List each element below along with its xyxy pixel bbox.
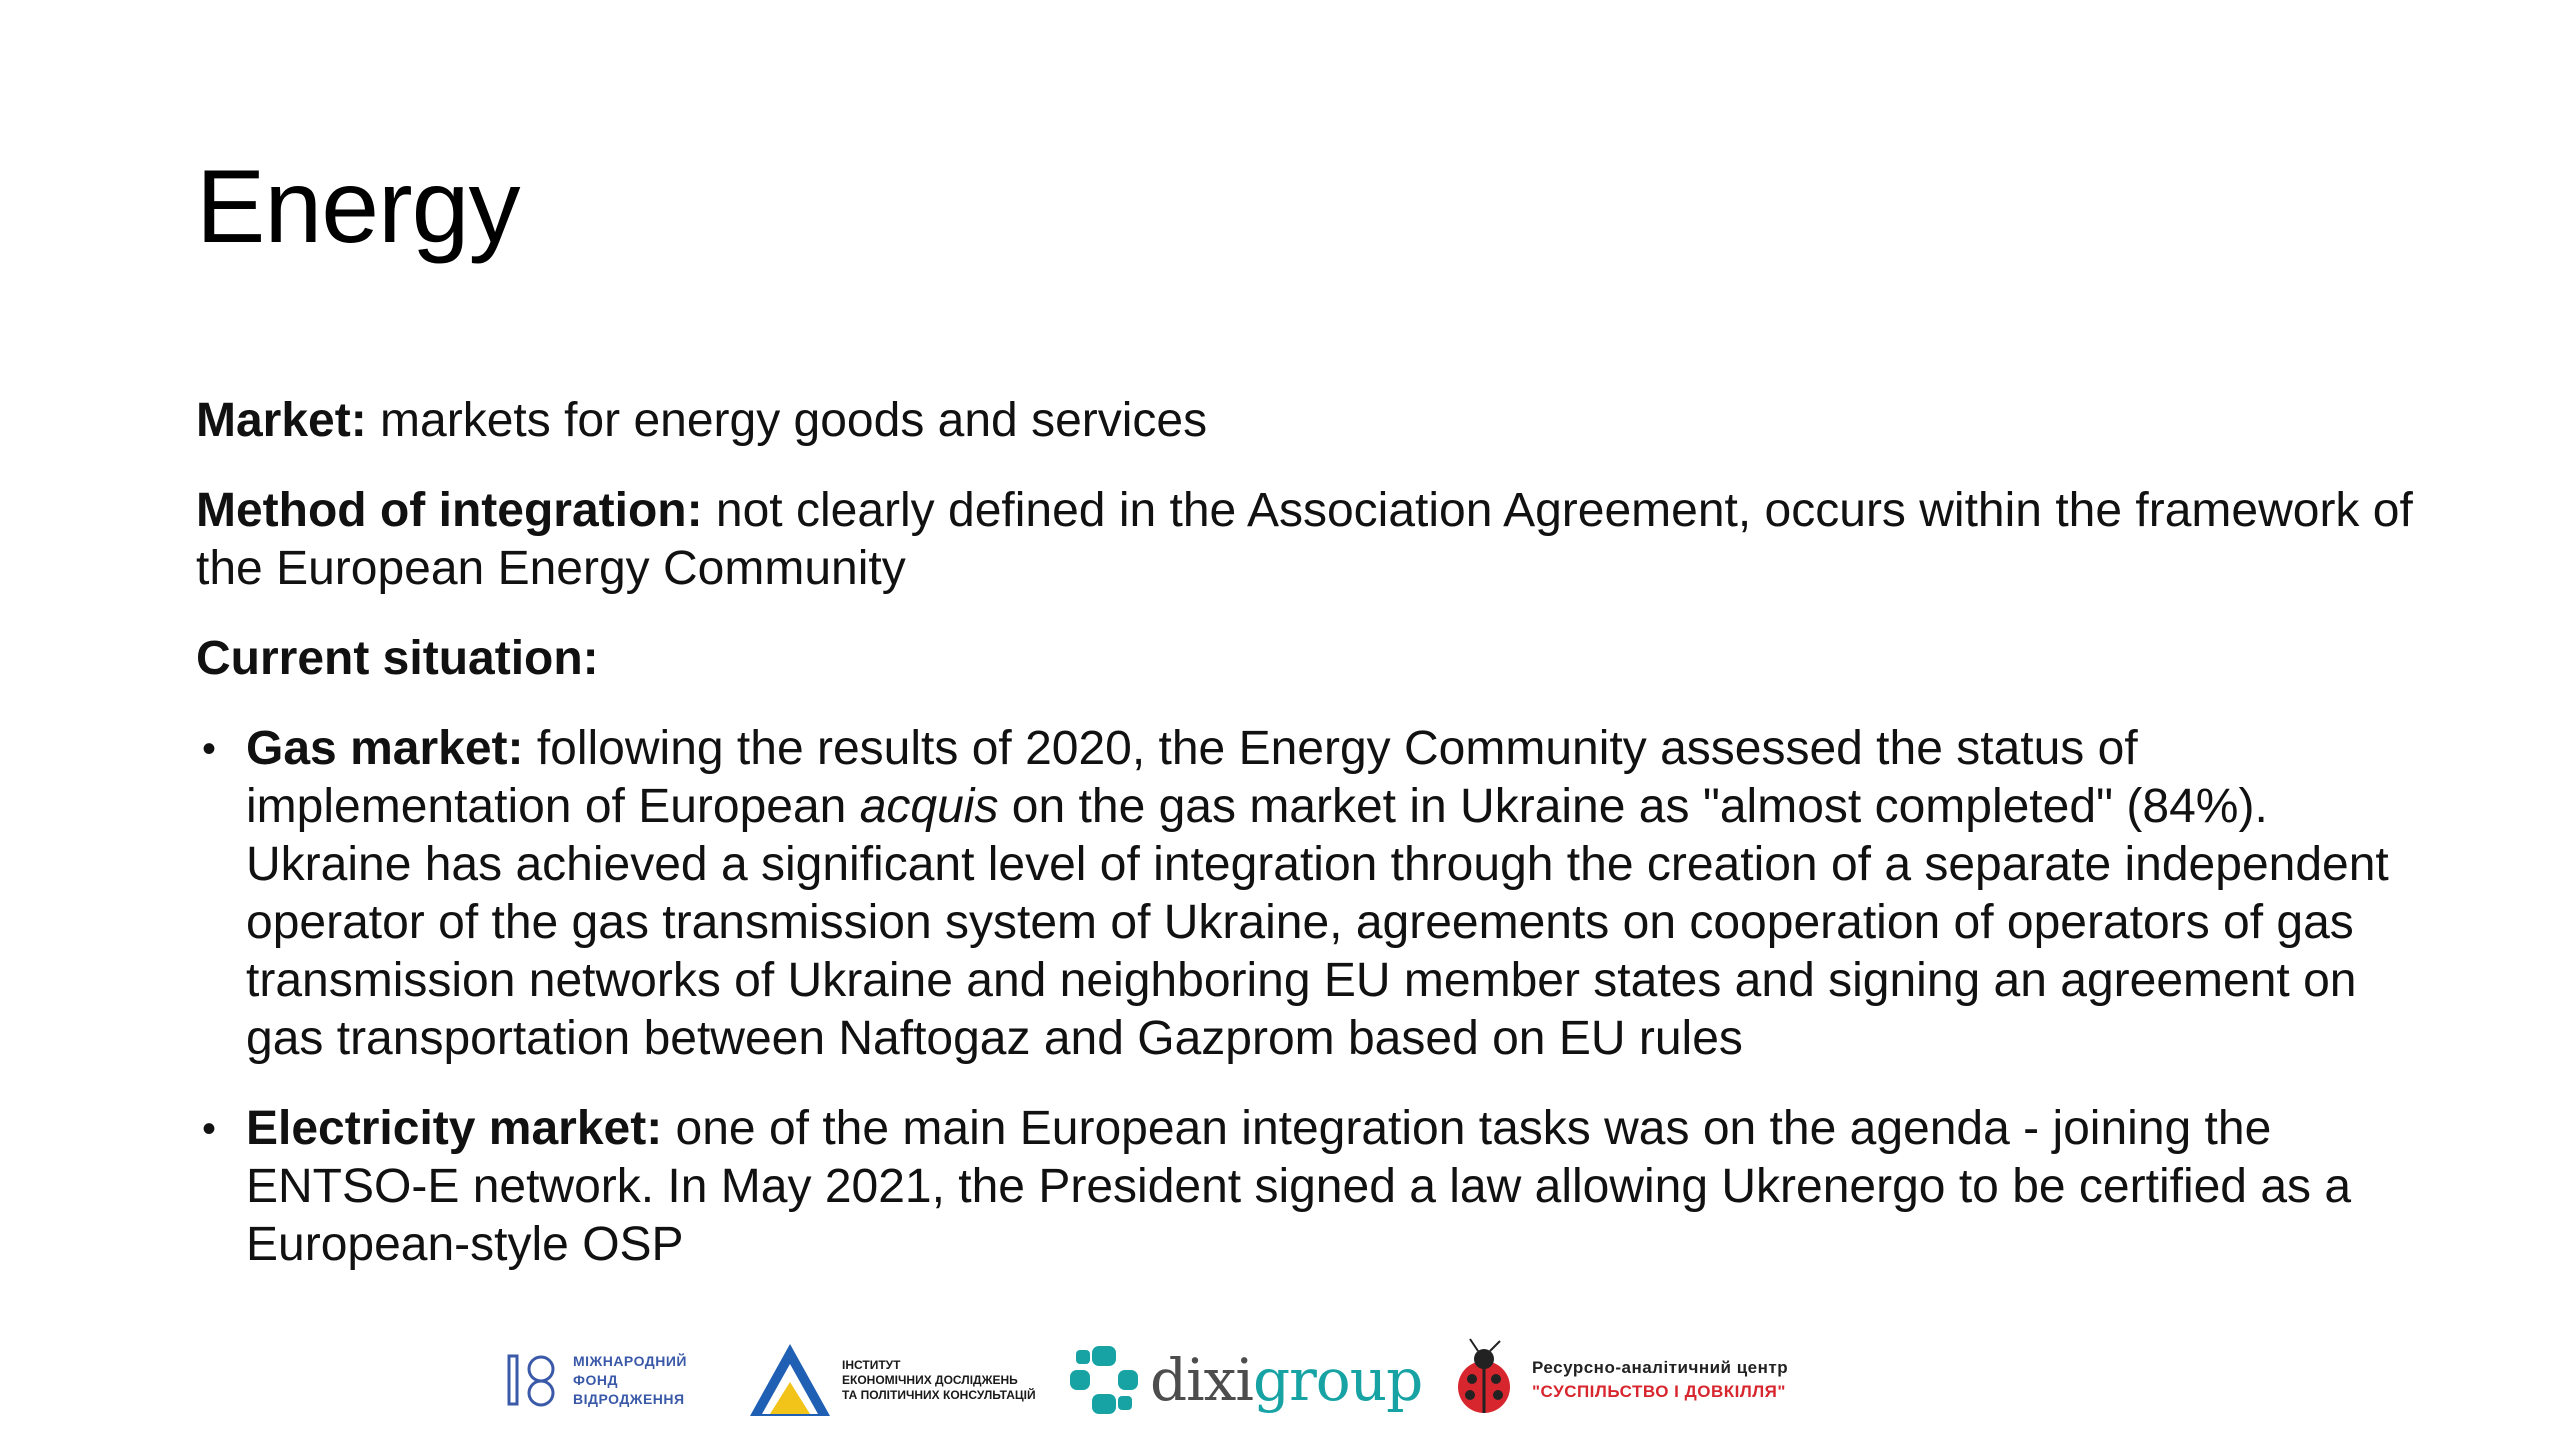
ier-logo (748, 1330, 1036, 1430)
dixi-mark-icon (1068, 1344, 1140, 1416)
ier-triangle-icon (748, 1342, 832, 1418)
market-label: Market: (196, 394, 367, 447)
current-label: Current situation: (196, 632, 599, 685)
partner-logos (0, 1330, 2560, 1430)
irf-line-3: ВІДРОДЖЕННЯ (573, 1390, 685, 1407)
dixigroup-logo (1068, 1330, 1422, 1430)
bullet-dot-icon: • (202, 727, 217, 771)
irf-line-2: ФОНД (573, 1371, 618, 1388)
dixi-part-1: dixi (1150, 1346, 1253, 1414)
list-item-electricity-market (196, 1100, 2436, 1274)
bullet-dot-icon: • (202, 1107, 217, 1151)
method-paragraph (196, 482, 2436, 598)
ier-line-1: ІНСТИТУТ (842, 1357, 901, 1372)
slide-title: Energy (196, 149, 520, 265)
ier-line-3: ТА ПОЛІТИЧНИХ КОНСУЛЬТАЦІЙ (842, 1387, 1036, 1402)
slide-body (196, 392, 2436, 1306)
gas-market-text-1: following the results of 2020, the Energy Community assessed the status of implementation of European (246, 722, 2138, 833)
ier-line-2: ЕКОНОМІЧНИХ ДОСЛІДЖЕНЬ (842, 1372, 1018, 1387)
method-label: Method of integration: (196, 484, 703, 537)
ier-text (842, 1358, 1036, 1403)
irf-logo (505, 1330, 687, 1430)
rac-line-2: "СУСПІЛЬСТВО І ДОВКІЛЛЯ" (1532, 1382, 1786, 1401)
rac-logo (1448, 1330, 1788, 1430)
electricity-market-text: one of the main European integration tasks was on the agenda - joining the ENTSO-E network. In May 2021, the President signed a law allowing Ukrenergo to be certified as a European-style OSP (246, 1102, 2352, 1271)
situation-list (196, 720, 2436, 1274)
rac-text (1532, 1356, 1788, 1404)
gas-market-italic: acquis (859, 780, 999, 833)
gas-market-text-2: on the gas market in Ukraine as "almost completed" (84%). Ukraine has achieved a significant level of integration through the creation of a separate independent operator of the gas transmission system of Ukraine, agreements on cooperation of operators of gas transmission networks of Ukraine and neighboring EU member states and signing an agreement on gas transportation between Naftogaz and Gazprom based on EU rules (246, 780, 2389, 1065)
gas-market-label: Gas market: (246, 722, 524, 775)
dixi-part-2: group (1252, 1346, 1423, 1414)
ladybug-icon (1448, 1337, 1522, 1423)
dixi-wordmark (1150, 1346, 1422, 1414)
irf-line-1: МІЖНАРОДНИЙ (573, 1352, 687, 1369)
market-paragraph (196, 392, 2436, 450)
irf-mark-icon (505, 1350, 561, 1410)
market-text: markets for energy goods and services (366, 394, 1208, 447)
method-text: not clearly defined in the Association Agreement, occurs within the framework of the European Energy Community (196, 484, 2413, 595)
current-situation-heading (196, 630, 2436, 688)
electricity-market-label: Electricity market: (246, 1102, 663, 1155)
irf-text (573, 1352, 687, 1409)
rac-line-1: Ресурсно-аналітичний центр (1532, 1358, 1789, 1377)
list-item-gas-market (196, 720, 2436, 1068)
